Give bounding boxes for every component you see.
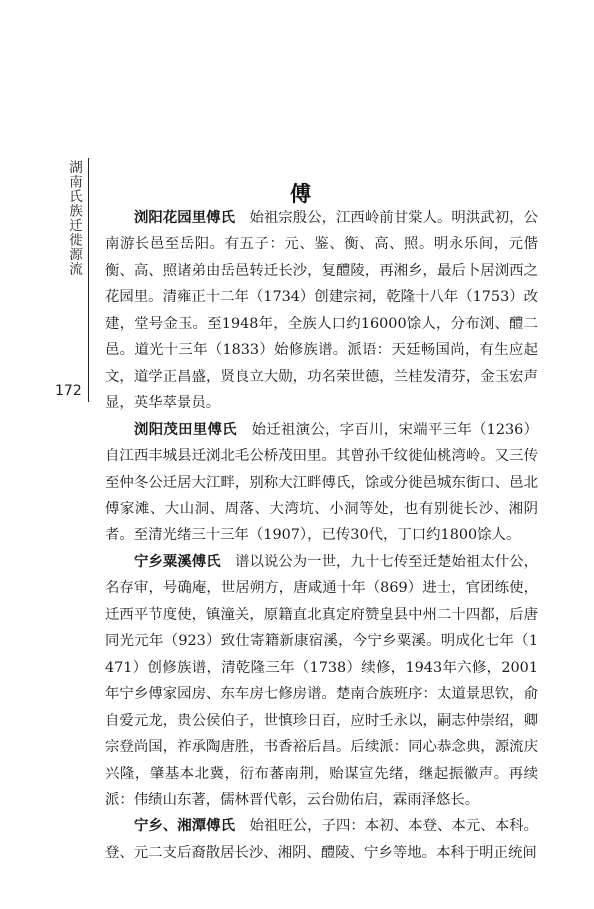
clan-name: 浏阳花园里傅氏 [134,210,235,226]
clan-entry [105,205,538,417]
clan-name: 宁乡粟溪傅氏 [134,553,221,570]
clan-description: 谱以说公为一世，九十七传至迁楚始祖太什公，名存审，号确庵，世居朔方，唐咸通十年（869）进士，官团练使，迁西平节度使，镇潼关，原籍直北真定府赞皇县中州二十四都，后唐同光元年（923）致仕寄籍新康宿溪，今宁乡粟溪。明成化七年（1471）创修族谱，清乾隆三年（1738）续修，1943年六修，2001年宁乡傅家园房、东车房七修房谱。楚南合族班序：太道景思钦，俞自爱元龙，贵公侯伯子，世慎珍日百，应时壬永以，嗣志仲崇绍，卿宗登尚国，祚承陶唐胜，书香裕后昌。后续派：同心恭念典，源流庆兴隆，肇基本北冀，衍布蕃南荆，贻谋宣先绪，继起振徽声。再续派：伟绩山东著，儒林晋代彰，云台勋佑启，霖雨泽悠长。 [105,553,538,808]
clan-description: 始迁祖演公，字百川，宋端平三年（1236）自江西丰城县迁浏北毛公桥茂田里。其曾孙千纹徙仙桃湾岭。又三传至仲冬公迁居大江畔，别称大江畔傅氏，馀或分徙邑城东街口、邑北傅家滩、大山洞、周落、大湾坑、小洞等处，也有别徙长沙、湘阴者。至清光绪三十三年（1907），已传30代，丁口约1800馀人。 [105,421,538,544]
section-heading: 傅 [290,182,311,206]
clan-entry [105,813,538,866]
page-number: 172 [55,383,82,399]
clan-name: 浏阳茂田里傅氏 [134,421,237,438]
side-divider-rule [88,158,89,402]
clan-description: 始祖旺公，子四：本初、本登、本元、本科。登、元二支后裔散居长沙、湘阴、醴陵、宁乡等地。本科于明正统间 [105,818,538,861]
clan-entry [105,549,538,814]
clan-entry [105,417,538,549]
clan-name: 宁乡、湘潭傅氏 [134,818,235,835]
main-text [105,205,538,866]
clan-description: 始祖宗殷公，江西岭前甘棠人。明洪武初，公南游长邑至岳阳。有五子：元、鉴、衡、高、照。明永乐间，元偕衡、高、照诸弟由岳邑转迁长沙，复醴陵，再湘乡，最后卜居浏西之花园里。清雍正十二年（1734）创建宗祠，乾隆十八年（1753）改建，堂号金玉。至1948年，全族人口约16000馀人，分布浏、醴二邑。道光十三年（1833）始修族谱。派语：天廷畅国尚，有生应起文，道学正昌盛，贤良立大勋，功名荣世德，兰桂发清芬，金玉宏声显，英华萃景员。 [105,210,539,412]
running-header-book-title: 湖南氏族迁徙源流 [66,160,82,276]
